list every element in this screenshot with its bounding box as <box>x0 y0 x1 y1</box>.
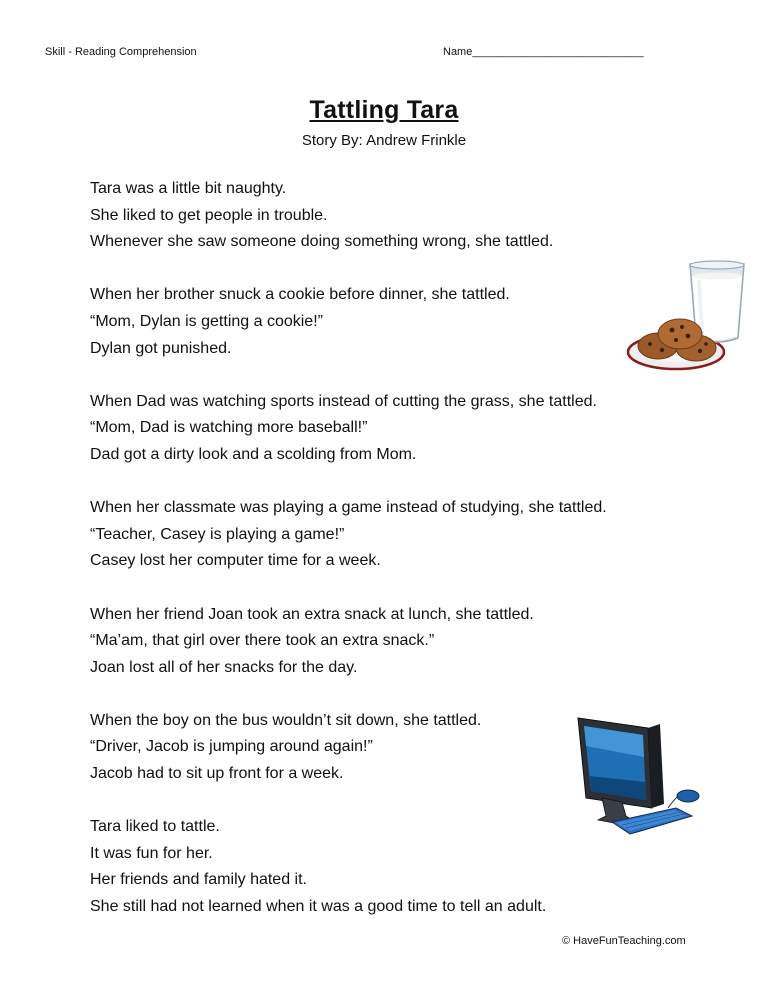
page-title: Tattling Tara <box>309 96 459 124</box>
story-line: “Teacher, Casey is playing a game!” <box>90 525 345 543</box>
story-line: Tara liked to tattle. <box>90 818 220 836</box>
story-line: Her friends and family hated it. <box>90 871 307 889</box>
story-line: Dylan got punished. <box>90 339 232 357</box>
story-line: “Driver, Jacob is jumping around again!” <box>90 738 373 756</box>
stanza-4 <box>90 495 690 575</box>
stanza-1 <box>90 176 690 256</box>
story-line: Casey lost her computer time for a week. <box>90 552 381 570</box>
story-line: Tara was a little bit naughty. <box>90 180 287 197</box>
story-line: Joan lost all of her snacks for the day. <box>90 658 358 676</box>
skill-label: Skill - Reading Comprehension <box>45 46 197 58</box>
desktop-computer-icon <box>572 712 704 842</box>
story-line: When her brother snuck a cookie before dinner, she tattled. <box>90 286 510 304</box>
story-line: Whenever she saw someone doing something wrong, she tattled. <box>90 233 554 251</box>
story-line: “Mom, Dylan is getting a cookie!” <box>90 312 323 330</box>
story-line: “Mom, Dad is watching more baseball!” <box>90 419 368 437</box>
milk-and-cookies-icon <box>624 256 750 380</box>
story-line: When her classmate was playing a game instead of studying, she tattled. <box>90 499 607 517</box>
story-line: Dad got a dirty look and a scolding from Mom. <box>90 445 417 463</box>
story-line: “Ma’am, that girl over there took an extra snack.” <box>90 632 435 650</box>
story-line: She still had not learned when it was a good time to tell an adult. <box>90 898 547 916</box>
story-line: Jacob had to sit up front for a week. <box>90 765 344 783</box>
name-field: Name____________________________ <box>443 46 644 58</box>
story-line: When Dad was watching sports instead of cutting the grass, she tattled. <box>90 392 597 410</box>
story-line: She liked to get people in trouble. <box>90 206 328 224</box>
story-line: When her friend Joan took an extra snack at lunch, she tattled. <box>90 605 534 623</box>
story-line: When the boy on the bus wouldn’t sit down, she tattled. <box>90 711 482 729</box>
story-author: Story By: Andrew Frinkle <box>301 132 467 149</box>
stanza-2 <box>90 282 690 362</box>
copyright-footer: © HaveFunTeaching.com <box>562 935 686 947</box>
stanza-5 <box>90 602 690 682</box>
story-line: It was fun for her. <box>90 844 213 862</box>
stanza-3 <box>90 389 690 469</box>
